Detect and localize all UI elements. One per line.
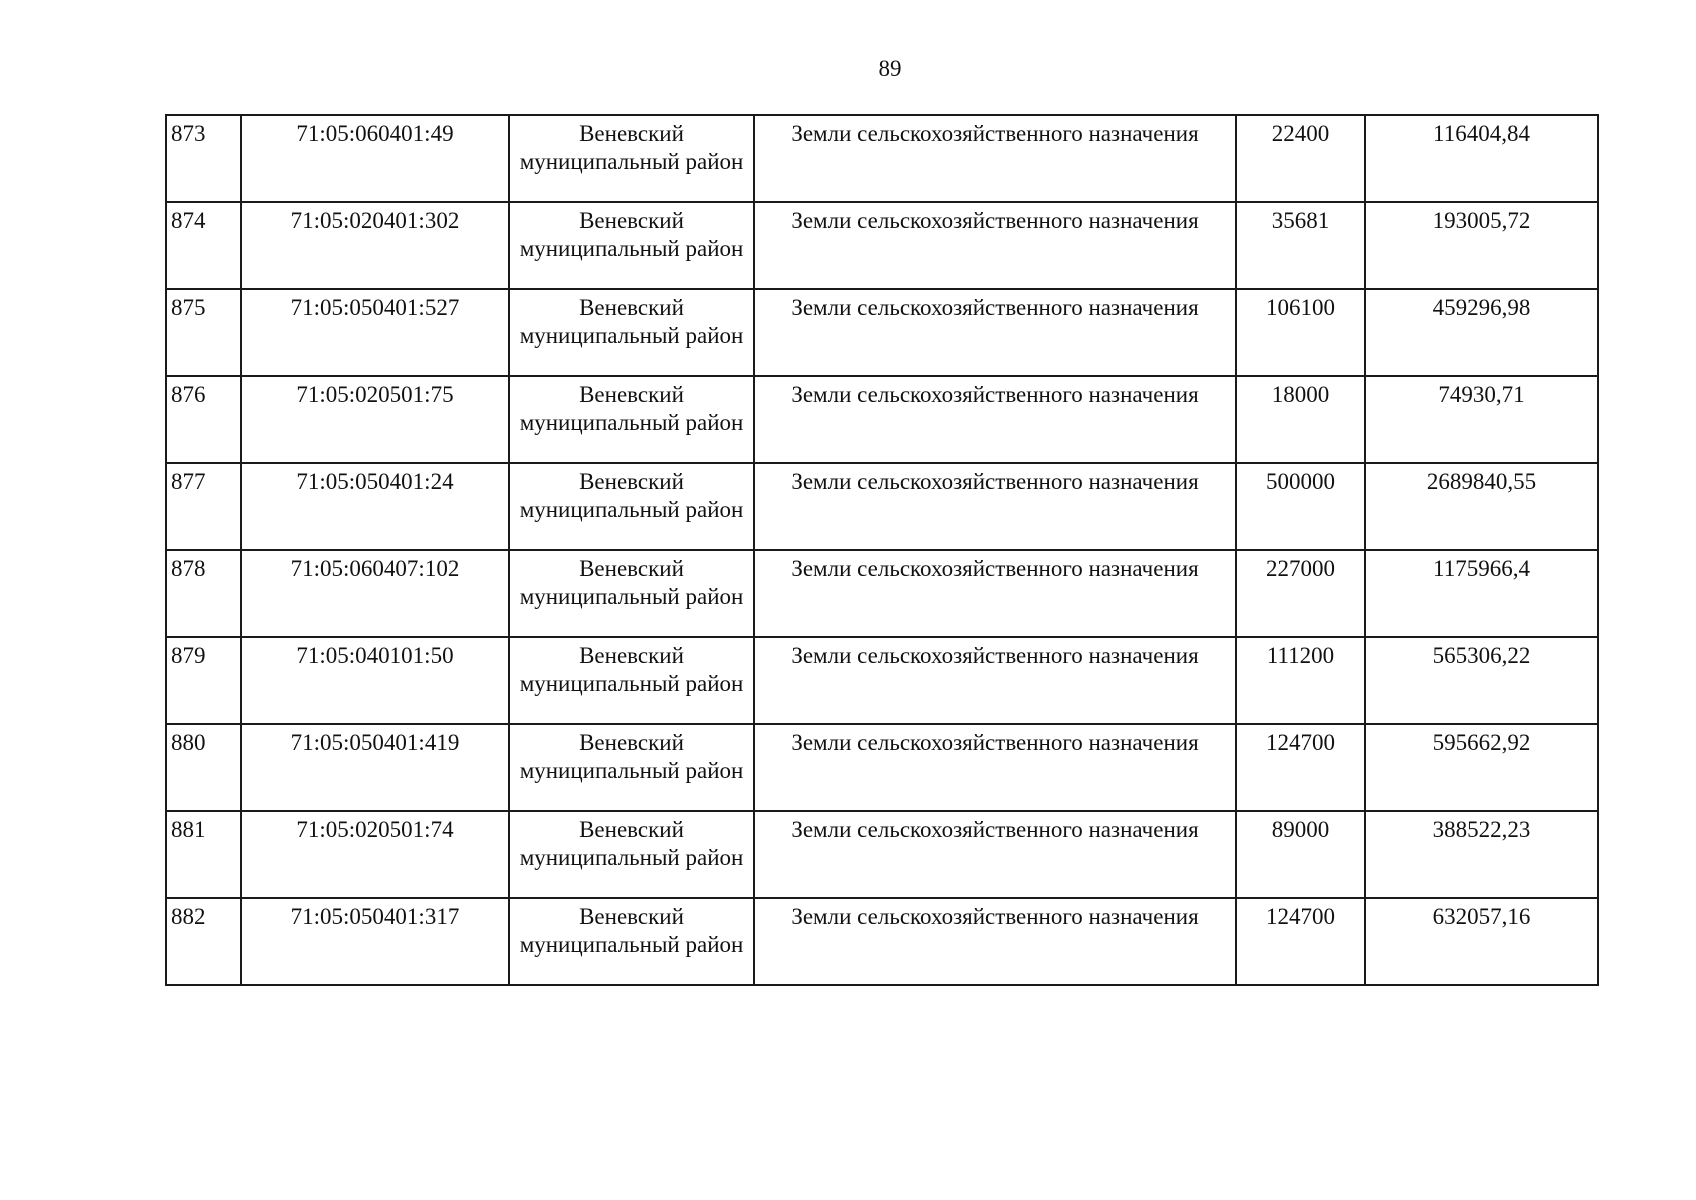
area-cell: 124700 (1236, 898, 1365, 985)
row-number-cell: 874 (166, 202, 241, 289)
row-number-cell: 873 (166, 115, 241, 202)
row-number-cell: 875 (166, 289, 241, 376)
cadastral-value-cell: 193005,72 (1365, 202, 1598, 289)
table-row (166, 202, 1598, 289)
table-row (166, 811, 1598, 898)
cadastral-value-cell: 74930,71 (1365, 376, 1598, 463)
district-cell: Веневский муниципальный район (509, 463, 754, 550)
row-number-cell: 879 (166, 637, 241, 724)
table-row (166, 550, 1598, 637)
land-category-cell: Земли сельскохозяйственного назначения (754, 550, 1236, 637)
cadastral-number-cell: 71:05:050401:24 (241, 463, 509, 550)
land-category-cell: Земли сельскохозяйственного назначения (754, 637, 1236, 724)
page-number: 89 (878, 56, 902, 81)
cadastral-number-cell: 71:05:050401:317 (241, 898, 509, 985)
land-category-cell: Земли сельскохозяйственного назначения (754, 898, 1236, 985)
land-category-cell: Земли сельскохозяйственного назначения (754, 724, 1236, 811)
land-category-cell: Земли сельскохозяйственного назначения (754, 115, 1236, 202)
row-number-cell: 877 (166, 463, 241, 550)
row-number-cell: 878 (166, 550, 241, 637)
land-category-cell: Земли сельскохозяйственного назначения (754, 376, 1236, 463)
area-cell: 89000 (1236, 811, 1365, 898)
table-row (166, 724, 1598, 811)
row-number-cell: 881 (166, 811, 241, 898)
cadastral-number-cell: 71:05:020501:74 (241, 811, 509, 898)
district-cell: Веневский муниципальный район (509, 811, 754, 898)
cadastral-value-cell: 459296,98 (1365, 289, 1598, 376)
cadastral-value-cell: 565306,22 (1365, 637, 1598, 724)
table-row (166, 115, 1598, 202)
district-cell: Веневский муниципальный район (509, 289, 754, 376)
area-cell: 500000 (1236, 463, 1365, 550)
cadastral-value-cell: 388522,23 (1365, 811, 1598, 898)
district-cell: Веневский муниципальный район (509, 898, 754, 985)
land-category-cell: Земли сельскохозяйственного назначения (754, 463, 1236, 550)
cadastral-number-cell: 71:05:060407:102 (241, 550, 509, 637)
row-number-cell: 882 (166, 898, 241, 985)
district-cell: Веневский муниципальный район (509, 724, 754, 811)
land-category-cell: Земли сельскохозяйственного назначения (754, 811, 1236, 898)
table-row (166, 898, 1598, 985)
cadastral-number-cell: 71:05:020501:75 (241, 376, 509, 463)
cadastral-value-cell: 1175966,4 (1365, 550, 1598, 637)
table-row (166, 463, 1598, 550)
land-registry-table (165, 114, 1599, 986)
area-cell: 111200 (1236, 637, 1365, 724)
district-cell: Веневский муниципальный район (509, 115, 754, 202)
cadastral-number-cell: 71:05:040101:50 (241, 637, 509, 724)
district-cell: Веневский муниципальный район (509, 637, 754, 724)
district-cell: Веневский муниципальный район (509, 376, 754, 463)
land-category-cell: Земли сельскохозяйственного назначения (754, 202, 1236, 289)
area-cell: 124700 (1236, 724, 1365, 811)
cadastral-number-cell: 71:05:060401:49 (241, 115, 509, 202)
table-row (166, 289, 1598, 376)
area-cell: 18000 (1236, 376, 1365, 463)
table-row (166, 376, 1598, 463)
area-cell: 22400 (1236, 115, 1365, 202)
cadastral-number-cell: 71:05:020401:302 (241, 202, 509, 289)
district-cell: Веневский муниципальный район (509, 202, 754, 289)
area-cell: 35681 (1236, 202, 1365, 289)
cadastral-value-cell: 632057,16 (1365, 898, 1598, 985)
district-cell: Веневский муниципальный район (509, 550, 754, 637)
area-cell: 106100 (1236, 289, 1365, 376)
cadastral-number-cell: 71:05:050401:527 (241, 289, 509, 376)
land-category-cell: Земли сельскохозяйственного назначения (754, 289, 1236, 376)
row-number-cell: 880 (166, 724, 241, 811)
table-row (166, 637, 1598, 724)
row-number-cell: 876 (166, 376, 241, 463)
cadastral-value-cell: 2689840,55 (1365, 463, 1598, 550)
area-cell: 227000 (1236, 550, 1365, 637)
cadastral-value-cell: 595662,92 (1365, 724, 1598, 811)
cadastral-number-cell: 71:05:050401:419 (241, 724, 509, 811)
cadastral-value-cell: 116404,84 (1365, 115, 1598, 202)
